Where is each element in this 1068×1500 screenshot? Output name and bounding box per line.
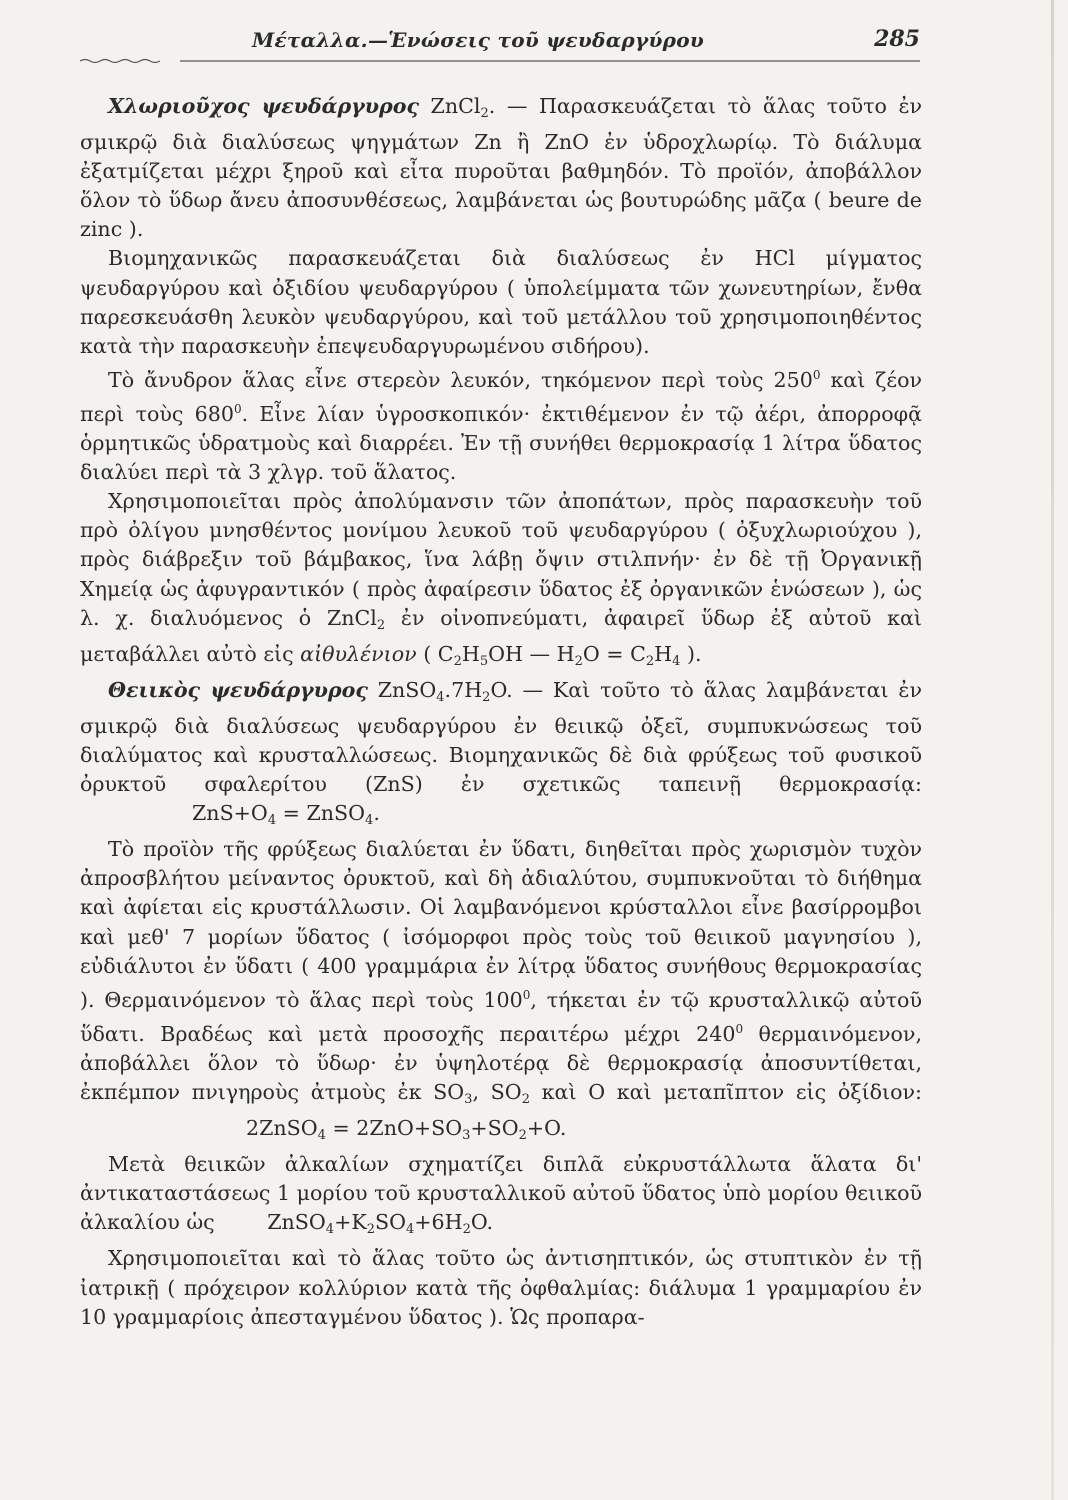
equation-decomposition: 2ZnSO$_4$ = $2ZnO+SO_3+SO_2+O$. [246,1116,567,1144]
paragraph-zinc-sulfate: Θειικὸς ψευδάργυρος $ZnSO_4.7H_2O$. — Καὶ τοῦτο τὸ ἅλας λαμβάνεται ἐν σμικρῷ διὰ διαλύσεως ψευδαργύρου ἐν θειικῷ ὀξεῖ, συμπυκνώσεως τοῦ διαλύματος καὶ κρυσταλλώσεως. Βιομηχανικῶς δὲ διὰ φρύξεως τοῦ φυσικοῦ ὀρυκτοῦ σφαλερίτου (ZnS) ἐν σχετικῶς ταπεινῇ θερμοκρασίᾳ: $ZnS+O_4$ = ZnSO$_4$. [80,676,922,835]
heading-zinc-sulfate: Θειικὸς ψευδάργυρος [108,677,368,702]
page-edge-shadow [1051,0,1054,1500]
header-wavy-rule [80,58,920,64]
paragraph-uses-sulfate: Χρησιμοποιεῖται καὶ τὸ ἅλας τοῦτο ὡς ἀντισηπτικόν, ὡς στυπτικὸν ἐν τῇ ἰατρικῇ ( πρόχειρον κολλύριον κατὰ τῆς ὀφθαλμίας: διάλυμα 1 γραμμαρίου ἐν 10 γραμμαρίοις ἀπεσταγμένου ὕδατος ). Ὡς προπαρα- [80,1246,922,1329]
paragraph-industrial: Βιομηχανικῶς παρασκευάζεται διὰ διαλύσεως ἐν HCl μίγματος ψευδαργύρου καὶ ὀξιδίου ψευδαργύρου ( ὑπολείμματα τῶν χωνευτηρίων, ἔνθα παρεσκευάσθη λευκὸν ψευδαργύρου, καὶ τοῦ μετάλλου τοῦ χρησιμοποιηθέντος κατὰ τὴν παρασκευὴν ἐπεψευδαργυρωμένου σιδήρου). [80,246,922,358]
paragraph-product: Τὸ προϊὸν τῆς φρύξεως διαλύεται ἐν ὕδατι, διηθεῖται πρὸς χωρισμὸν τυχὸν ἀπροσβλήτου μείναντος ὀρυκτοῦ, καὶ δὴ ἀδιαλύτου, συμπυκνοῦται τὸ διήθημα καὶ ἀφίεται εἰς κρυστάλλωσιν. Οἱ λαμβανόμενοι κρύσταλλοι εἶνε βασίρρομβοι καὶ μεθ' 7 μορίων ὕδατος ( ἰσόμορφοι πρὸς τοὺς τοῦ θειικοῦ μαγνησίου ), εὐδιάλυτοι ἐν ὕδατι ( 400 γραμμάρια ἐν λίτρᾳ ὕδατος συνήθους θερμοκρασίας ). Θερμαινόμενον τὸ ἅλας περὶ τοὺς $100^0$, τήκεται ἐν τῷ κρυσταλλικῷ αὐτοῦ ὕδατι. Βραδέως καὶ μετὰ προσοχῆς περαιτέρω μέχρι $240^0$ θερμαινόμενον, ἀποβάλλει ὅλον τὸ ὕδωρ· ἐν ὑψηλοτέρᾳ δὲ θερμοκρασίᾳ ἀποσυντίθεται, ἐκπέμπον πνιγηροὺς ἀτμοὺς ἐκ $SO_3$, $SO_2$ καὶ O καὶ μεταπῖπτον εἰς ὀξίδιον: 2ZnSO$_4$ = $2ZnO+SO_3+SO_2+O$. [80,835,922,1150]
paragraph-uses-chloride: Χρησιμοποιεῖται πρὸς ἀπολύμανσιν τῶν ἀποπάτων, πρὸς παρασκευὴν τοῦ πρὸ ὀλίγου μνησθέντος μονίμου λευκοῦ τοῦ ψευδαργύρου ( ὀξυχλωριούχου ), πρὸς διάβρεξιν τοῦ βάμβακος, ἵνα λάβῃ ὄψιν στιλπνήν· ἐν δὲ τῇ Ὀργανικῇ Χημείᾳ ὡς ἀφυγραντικόν ( πρὸς ἀφαίρεσιν ὕδατος ἐξ ὀργανικῶν ἑνώσεων ), ὡς λ. χ. διαλυόμενος ὁ ZnCl$_2$ ἐν οἰνοπνεύματι, ἀφαιρεῖ ὕδωρ ἐξ αὐτοῦ καὶ μεταβάλλει αὐτὸ εἰς αἰθυλένιον ( $C_2H_5OH$ — $H_2O = C_2H_4$ ). [80,489,922,669]
paragraph-double-salts: Μετὰ θειικῶν ἀλκαλίων σχηματίζει διπλᾶ εὐκρυστάλλωτα ἅλατα δι' ἀντικαταστάσεως 1 μορίου τοῦ κρυσταλλικοῦ αὐτοῦ ὕδατος ὑπὸ μορίου θειικοῦ ἀλκαλίου ὡς $ZnSO_4+K_2SO_4+6H_2O$. [80,1150,922,1244]
page-number: 285 [874,26,920,52]
heading-zinc-chloride: Χλωριοῦχος ψευδάργυρος [108,94,420,118]
equation-roasting: $ZnS+O_4$ = ZnSO$_4$. [192,801,380,829]
equation-double-salt: $ZnSO_4+K_2SO_4+6H_2O$. [267,1210,494,1238]
running-header [80,26,920,56]
body-text [80,92,922,1332]
paragraph-zinc-chloride: Χλωριοῦχος ψευδάργυρος ZnCl$_2$. — Παρασκευάζεται τὸ ἅλας τοῦτο ἐν σμικρῷ διὰ διαλύσεως ψηγμάτων Zn ἢ ZnO ἐν ὑδροχλωρίῳ. Τὸ διάλυμα ἐξατμίζεται μέχρι ξηροῦ καὶ εἶτα πυροῦται βαθμηδόν. Τὸ προϊόν, ἀποβάλλον ὅλον τὸ ὕδωρ ἄνευ ἀποσυνθέσεως, λαμβάνεται ὡς βουτυρώδης μᾶζα ( beure de zinc ). [80,94,923,242]
paragraph-anhydrous: Τὸ ἄνυδρον ἅλας εἶνε στερεὸν λευκόν, τηκόμενον περὶ τοὺς $250^0$ καὶ ζέον περὶ τοὺς $680^0$. Εἶνε λίαν ὑγροσκοπικόν· ἐκτιθέμενον ἐν τῷ ἀέρι, ἀπορροφᾷ ὁρμητικῶς ὑδρατμοὺς καὶ διαρρέει. Ἐν τῇ συνήθει θερμοκρασίᾳ 1 λίτρα ὕδατος διαλύει περὶ τὰ 3 χλγρ. τοῦ ἅλατος. [80,367,922,485]
running-title: Μέταλλα.—Ἑνώσεις τοῦ ψευδαργύρου [252,28,705,52]
